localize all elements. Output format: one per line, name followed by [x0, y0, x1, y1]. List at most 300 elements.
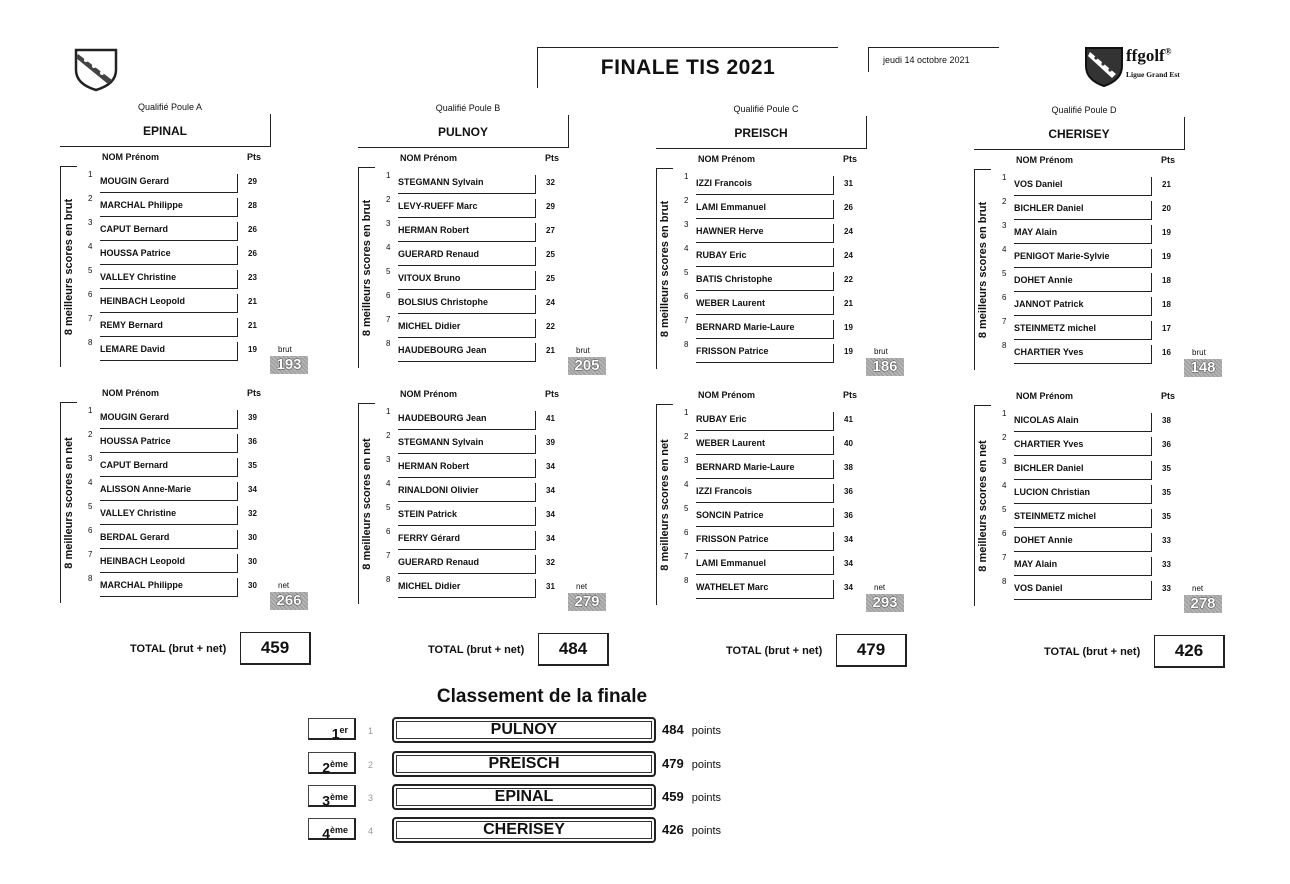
- player-name: STEINMETZ michel: [1014, 321, 1152, 340]
- player-name: CAPUT Bernard: [100, 222, 238, 241]
- side-label-net: 8 meilleurs scores en net: [659, 439, 671, 571]
- total-value: 484: [538, 633, 609, 666]
- player-rank: 8: [386, 575, 391, 584]
- club-points-value: 426: [662, 822, 684, 837]
- player-rank: 1: [88, 406, 93, 415]
- player-name: IZZI Francois: [696, 176, 834, 195]
- header-pts: Pts: [843, 390, 858, 400]
- player-points: 35: [1162, 464, 1171, 473]
- player-name: FERRY Gérard: [398, 531, 536, 550]
- player-name: GUERARD Renaud: [398, 555, 536, 574]
- player-rank: 7: [1002, 553, 1007, 562]
- side-bracket-brut: [974, 169, 991, 370]
- place-number: 1: [331, 725, 340, 742]
- club-points-value: 459: [662, 789, 684, 804]
- player-rank: 5: [1002, 505, 1007, 514]
- side-bracket-brut: [656, 168, 673, 369]
- qualifier-label: Qualifié Poule C: [733, 104, 799, 114]
- club-points-unit: points: [691, 759, 722, 771]
- net-subtotal: 278: [1184, 595, 1222, 613]
- player-name: HOUSSA Patrice: [100, 434, 238, 453]
- club-points-unit: points: [691, 792, 722, 804]
- player-rank: 5: [684, 268, 689, 277]
- player-rank: 4: [684, 244, 689, 253]
- player-rank: 6: [684, 528, 689, 537]
- player-name: CAPUT Bernard: [100, 458, 238, 477]
- player-rank: 2: [386, 431, 391, 440]
- player-rank: 1: [88, 170, 93, 179]
- ffgolf-registered: ®: [1164, 46, 1172, 57]
- side-bracket-net: [656, 404, 673, 605]
- player-points: 36: [248, 437, 257, 446]
- player-points: 30: [248, 533, 257, 542]
- event-date: jeudi 14 octobre 2021: [883, 55, 970, 65]
- player-points: 27: [546, 226, 555, 235]
- header-nom-prenom: NOM Prénom: [400, 153, 458, 163]
- player-name: VALLEY Christine: [100, 270, 238, 289]
- player-name: LEVY-RUEFF Marc: [398, 199, 536, 218]
- club-name: EPINAL: [392, 784, 656, 810]
- player-name: SONCIN Patrice: [696, 508, 834, 527]
- club-points-value: 484: [662, 722, 684, 737]
- player-rank: 8: [88, 574, 93, 583]
- header-nom-prenom: NOM Prénom: [400, 389, 458, 399]
- player-points: 21: [844, 299, 853, 308]
- player-name: MAY Alain: [1014, 557, 1152, 576]
- player-name: DOHET Annie: [1014, 533, 1152, 552]
- player-rank: 2: [684, 196, 689, 205]
- player-name: HEINBACH Leopold: [100, 554, 238, 573]
- player-rank: 5: [88, 266, 93, 275]
- player-name: HERMAN Robert: [398, 459, 536, 478]
- player-name: VOS Daniel: [1014, 177, 1152, 196]
- player-name: ALISSON Anne-Marie: [100, 482, 238, 501]
- team-box: [358, 115, 569, 148]
- player-rank: 1: [386, 171, 391, 180]
- pool-b: [358, 1, 658, 681]
- player-rank: 7: [684, 552, 689, 561]
- player-points: 33: [1162, 536, 1171, 545]
- player-rank: 2: [1002, 197, 1007, 206]
- header-pts: Pts: [545, 153, 560, 163]
- player-points: 18: [1162, 300, 1171, 309]
- net-subtotal: 279: [568, 593, 606, 611]
- player-points: 34: [546, 462, 555, 471]
- player-name: IZZI Francois: [696, 484, 834, 503]
- player-points: 29: [248, 177, 257, 186]
- net-subtotal: 266: [270, 592, 308, 610]
- header-pts: Pts: [1161, 391, 1176, 401]
- club-name: PREISCH: [392, 751, 656, 777]
- player-rank: 3: [684, 220, 689, 229]
- total-label: TOTAL (brut + net): [428, 644, 525, 656]
- player-name: GUERARD Renaud: [398, 247, 536, 266]
- page-title: FINALE TIS 2021: [600, 56, 776, 79]
- header-nom-prenom: NOM Prénom: [698, 390, 756, 400]
- club-points-value: 479: [662, 756, 684, 771]
- player-rank: 2: [386, 195, 391, 204]
- club-name: CHERISEY: [392, 817, 656, 843]
- club-points: [662, 789, 721, 804]
- player-name: RINALDONI Olivier: [398, 483, 536, 502]
- player-points: 34: [248, 485, 257, 494]
- player-points: 35: [248, 461, 257, 470]
- player-points: 36: [1162, 440, 1171, 449]
- player-name: WEBER Laurent: [696, 436, 834, 455]
- player-name: MOUGIN Gerard: [100, 410, 238, 429]
- player-name: STEGMANN Sylvain: [398, 435, 536, 454]
- player-rank: 6: [684, 292, 689, 301]
- club-points: [662, 722, 721, 737]
- place-suffix: er: [339, 725, 348, 735]
- net-label: net: [874, 583, 886, 592]
- player-points: 34: [844, 559, 853, 568]
- team-name: CHERISEY: [1048, 127, 1110, 141]
- place-number: 2: [322, 759, 330, 776]
- player-rank: 8: [386, 339, 391, 348]
- net-label: net: [278, 581, 290, 590]
- club-points: [662, 756, 721, 771]
- player-name: REMY Bernard: [100, 318, 238, 337]
- player-name: LAMI Emmanuel: [696, 556, 834, 575]
- player-name: VOS Daniel: [1014, 581, 1152, 600]
- player-rank: 5: [88, 502, 93, 511]
- player-rank: 5: [386, 267, 391, 276]
- player-rank: 8: [88, 338, 93, 347]
- place-badge: [308, 785, 356, 807]
- player-points: 25: [546, 250, 555, 259]
- player-rank: 4: [88, 242, 93, 251]
- side-label-brut: 8 meilleurs scores en brut: [977, 201, 989, 339]
- player-name: HAUDEBOURG Jean: [398, 343, 536, 362]
- player-rank: 6: [386, 527, 391, 536]
- player-rank: 7: [684, 316, 689, 325]
- player-rank: 3: [88, 454, 93, 463]
- total-value: 459: [240, 632, 311, 665]
- brut-label: brut: [874, 347, 888, 356]
- player-rank: 4: [1002, 245, 1007, 254]
- player-name: FRISSON Patrice: [696, 532, 834, 551]
- player-points: 28: [248, 201, 257, 210]
- brut-label: brut: [278, 345, 292, 354]
- player-rank: 1: [1002, 173, 1007, 182]
- player-rank: 4: [88, 478, 93, 487]
- player-points: 39: [546, 438, 555, 447]
- player-name: BATIS Christophe: [696, 272, 834, 291]
- player-name: DOHET Annie: [1014, 273, 1152, 292]
- player-name: LUCION Christian: [1014, 485, 1152, 504]
- player-rank: 4: [1002, 481, 1007, 490]
- player-points: 38: [844, 463, 853, 472]
- player-points: 33: [1162, 560, 1171, 569]
- player-name: HERMAN Robert: [398, 223, 536, 242]
- brut-subtotal: 193: [270, 356, 308, 374]
- player-points: 26: [248, 249, 257, 258]
- player-name: CHARTIER Yves: [1014, 437, 1152, 456]
- player-name: BERNARD Marie-Laure: [696, 460, 834, 479]
- classement-title: Classement de la finale: [436, 686, 648, 707]
- player-points: 23: [248, 273, 257, 282]
- player-rank: 6: [88, 290, 93, 299]
- player-points: 24: [844, 227, 853, 236]
- player-rank: 7: [88, 314, 93, 323]
- player-name: BOLSIUS Christophe: [398, 295, 536, 314]
- player-points: 24: [546, 298, 555, 307]
- player-points: 31: [546, 582, 555, 591]
- place-badge: [308, 818, 356, 840]
- team-name: PREISCH: [734, 126, 788, 140]
- player-points: 29: [546, 202, 555, 211]
- player-rank: 7: [386, 551, 391, 560]
- place-suffix: ème: [329, 825, 348, 835]
- total-label: TOTAL (brut + net): [130, 643, 227, 655]
- player-rank: 2: [88, 430, 93, 439]
- club-name: PULNOY: [392, 717, 656, 743]
- player-name: FRISSON Patrice: [696, 344, 834, 363]
- total-value: 426: [1154, 635, 1225, 668]
- player-points: 39: [248, 413, 257, 422]
- header-nom-prenom: NOM Prénom: [102, 152, 160, 162]
- player-points: 32: [546, 178, 555, 187]
- total-label: TOTAL (brut + net): [726, 645, 823, 657]
- player-points: 24: [844, 251, 853, 260]
- player-name: MICHEL Didier: [398, 319, 536, 338]
- brut-label: brut: [576, 346, 590, 355]
- player-points: 26: [844, 203, 853, 212]
- player-name: STEIN Patrick: [398, 507, 536, 526]
- player-points: 36: [844, 487, 853, 496]
- player-rank: 3: [386, 219, 391, 228]
- player-rank: 3: [1002, 221, 1007, 230]
- player-name: CHARTIER Yves: [1014, 345, 1152, 364]
- place-number: 3: [322, 792, 330, 809]
- player-name: NICOLAS Alain: [1014, 413, 1152, 432]
- player-name: MOUGIN Gerard: [100, 174, 238, 193]
- player-points: 25: [546, 274, 555, 283]
- player-points: 31: [844, 179, 853, 188]
- player-name: PENIGOT Marie-Sylvie: [1014, 249, 1152, 268]
- player-points: 36: [844, 511, 853, 520]
- player-rank: 6: [1002, 293, 1007, 302]
- player-points: 20: [1162, 204, 1171, 213]
- side-label-brut: 8 meilleurs scores en brut: [63, 198, 75, 336]
- side-label-brut: 8 meilleurs scores en brut: [659, 200, 671, 338]
- net-subtotal: 293: [866, 594, 904, 612]
- player-points: 18: [1162, 276, 1171, 285]
- ffgolf-league: Ligue Grand Est: [1126, 70, 1180, 79]
- player-points: 19: [1162, 252, 1171, 261]
- side-bracket-brut: [358, 167, 375, 368]
- side-bracket-net: [60, 402, 77, 603]
- player-points: 19: [844, 323, 853, 332]
- place-suffix: ème: [329, 792, 348, 802]
- player-points: 33: [1162, 584, 1171, 593]
- player-rank: 4: [684, 480, 689, 489]
- side-label-net: 8 meilleurs scores en net: [63, 437, 75, 569]
- player-points: 40: [844, 439, 853, 448]
- player-points: 32: [546, 558, 555, 567]
- header-nom-prenom: NOM Prénom: [1016, 155, 1074, 165]
- player-points: 41: [844, 415, 853, 424]
- player-rank: 2: [684, 432, 689, 441]
- player-name: BERDAL Gerard: [100, 530, 238, 549]
- player-rank: 3: [386, 455, 391, 464]
- player-name: BICHLER Daniel: [1014, 461, 1152, 480]
- player-name: RUBAY Eric: [696, 412, 834, 431]
- header-nom-prenom: NOM Prénom: [698, 154, 756, 164]
- player-name: STEGMANN Sylvain: [398, 175, 536, 194]
- player-rank: 3: [88, 218, 93, 227]
- side-label-brut: 8 meilleurs scores en brut: [361, 199, 373, 337]
- pool-c: [656, 2, 956, 682]
- player-points: 21: [1162, 180, 1171, 189]
- player-rank: 1: [1002, 409, 1007, 418]
- net-label: net: [1192, 584, 1204, 593]
- player-name: MICHEL Didier: [398, 579, 536, 598]
- player-points: 21: [248, 297, 257, 306]
- player-points: 30: [248, 557, 257, 566]
- player-rank: 1: [386, 407, 391, 416]
- player-points: 38: [1162, 416, 1171, 425]
- player-points: 35: [1162, 488, 1171, 497]
- rank-index: 4: [368, 826, 374, 836]
- player-rank: 6: [1002, 529, 1007, 538]
- total-value: 479: [836, 634, 907, 667]
- side-bracket-net: [358, 403, 375, 604]
- player-points: 16: [1162, 348, 1171, 357]
- player-name: HEINBACH Leopold: [100, 294, 238, 313]
- header-nom-prenom: NOM Prénom: [102, 388, 160, 398]
- player-name: JANNOT Patrick: [1014, 297, 1152, 316]
- club-points-unit: points: [691, 725, 722, 737]
- net-label: net: [576, 582, 588, 591]
- rank-index: 2: [368, 760, 374, 770]
- player-rank: 1: [684, 172, 689, 181]
- player-points: 19: [1162, 228, 1171, 237]
- side-bracket-net: [974, 405, 991, 606]
- side-bracket-brut: [60, 166, 77, 367]
- player-rank: 4: [386, 243, 391, 252]
- player-points: 34: [546, 534, 555, 543]
- player-name: WATHELET Marc: [696, 580, 834, 599]
- player-rank: 7: [386, 315, 391, 324]
- player-rank: 8: [1002, 577, 1007, 586]
- player-name: LAMI Emmanuel: [696, 200, 834, 219]
- player-points: 34: [546, 510, 555, 519]
- player-points: 21: [546, 346, 555, 355]
- team-box: [974, 117, 1185, 150]
- player-rank: 6: [386, 291, 391, 300]
- qualifier-label: Qualifié Poule D: [1051, 105, 1117, 115]
- player-name: VALLEY Christine: [100, 506, 238, 525]
- player-rank: 6: [88, 526, 93, 535]
- header-pts: Pts: [1161, 155, 1176, 165]
- player-rank: 8: [684, 340, 689, 349]
- player-rank: 7: [1002, 317, 1007, 326]
- player-rank: 5: [684, 504, 689, 513]
- player-points: 19: [844, 347, 853, 356]
- player-name: HAUDEBOURG Jean: [398, 411, 536, 430]
- rank-index: 1: [368, 726, 374, 736]
- qualifier-label: Qualifié Poule B: [435, 103, 501, 113]
- team-name: PULNOY: [437, 125, 488, 139]
- side-label-net: 8 meilleurs scores en net: [977, 440, 989, 572]
- player-points: 32: [248, 509, 257, 518]
- team-box: [60, 114, 271, 147]
- player-rank: 3: [684, 456, 689, 465]
- header-pts: Pts: [247, 388, 262, 398]
- club-points-unit: points: [691, 825, 722, 837]
- player-name: BERNARD Marie-Laure: [696, 320, 834, 339]
- player-points: 34: [844, 535, 853, 544]
- header-pts: Pts: [247, 152, 262, 162]
- player-name: VITOUX Bruno: [398, 271, 536, 290]
- player-points: 19: [248, 345, 257, 354]
- header-pts: Pts: [843, 154, 858, 164]
- place-badge: [308, 752, 356, 774]
- pool-a: [60, 0, 360, 680]
- player-rank: 5: [386, 503, 391, 512]
- player-rank: 4: [386, 479, 391, 488]
- player-name: HAWNER Herve: [696, 224, 834, 243]
- total-label: TOTAL (brut + net): [1044, 646, 1141, 658]
- player-points: 22: [844, 275, 853, 284]
- pool-d: [974, 3, 1274, 683]
- player-points: 41: [546, 414, 555, 423]
- team-box: [656, 116, 867, 149]
- player-name: HOUSSA Patrice: [100, 246, 238, 265]
- ffgolf-name: ffgolf: [1126, 46, 1165, 65]
- rank-index: 3: [368, 793, 374, 803]
- player-rank: 2: [88, 194, 93, 203]
- player-rank: 7: [88, 550, 93, 559]
- player-rank: 8: [1002, 341, 1007, 350]
- side-label-net: 8 meilleurs scores en net: [361, 438, 373, 570]
- player-name: MARCHAL Philippe: [100, 578, 238, 597]
- brut-subtotal: 148: [1184, 359, 1222, 377]
- brut-subtotal: 205: [568, 357, 606, 375]
- brut-subtotal: 186: [866, 358, 904, 376]
- player-rank: 3: [1002, 457, 1007, 466]
- club-points: [662, 822, 721, 837]
- player-points: 34: [844, 583, 853, 592]
- player-name: MARCHAL Philippe: [100, 198, 238, 217]
- player-rank: 8: [684, 576, 689, 585]
- player-name: STEINMETZ michel: [1014, 509, 1152, 528]
- player-points: 22: [546, 322, 555, 331]
- place-suffix: ème: [329, 759, 348, 769]
- player-rank: 2: [1002, 433, 1007, 442]
- player-rank: 5: [1002, 269, 1007, 278]
- player-name: WEBER Laurent: [696, 296, 834, 315]
- header-nom-prenom: NOM Prénom: [1016, 391, 1074, 401]
- player-points: 35: [1162, 512, 1171, 521]
- player-points: 21: [248, 321, 257, 330]
- player-points: 17: [1162, 324, 1171, 333]
- player-name: MAY Alain: [1014, 225, 1152, 244]
- player-points: 34: [546, 486, 555, 495]
- player-name: LEMARE David: [100, 342, 238, 361]
- qualifier-label: Qualifié Poule A: [137, 102, 203, 112]
- player-points: 30: [248, 581, 257, 590]
- player-points: 26: [248, 225, 257, 234]
- player-rank: 1: [684, 408, 689, 417]
- place-badge: [308, 718, 356, 740]
- brut-label: brut: [1192, 348, 1206, 357]
- place-number: 4: [322, 825, 330, 842]
- team-name: EPINAL: [142, 124, 187, 138]
- player-name: BICHLER Daniel: [1014, 201, 1152, 220]
